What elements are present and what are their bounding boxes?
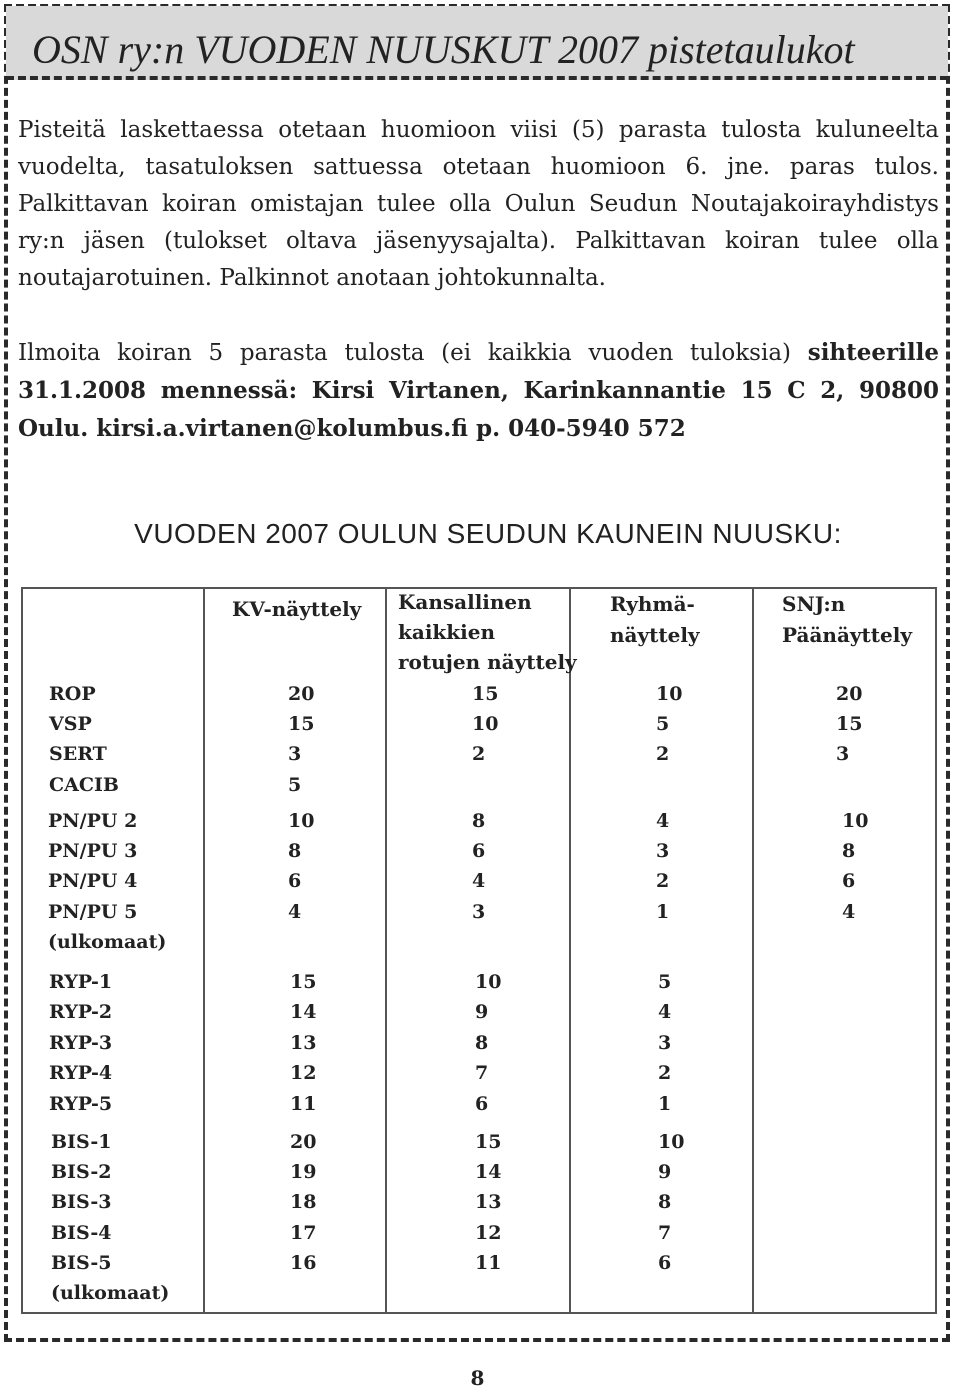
table-cell: 8 — [288, 840, 302, 862]
row-label: (ulkomaat) — [51, 1282, 170, 1304]
intro-paragraph: Pisteitä laskettaessa otetaan huomioon viisi (5) parasta tulosta kuluneelta vuodelta, tasatuloksen sattuessa otetaan huomioon 6. jne. paras tulos. Palkittavan koiran omistajan tulee olla Oulun Seudun Noutajakoirayhdistys ry:n jäsen (tulokset oltava jäsenyysajalta). Palkittavan koiran tulee olla noutajarotuinen. Palkinnot anotaan johtokunnalta. — [18, 117, 939, 291]
table-cell: 8 — [658, 1191, 672, 1213]
table-cell: 8 — [475, 1032, 489, 1054]
table-cell: 15 — [290, 971, 317, 993]
table-cell: 7 — [475, 1062, 489, 1084]
table-cell: 12 — [475, 1222, 502, 1244]
row-label: BIS-2 — [51, 1161, 112, 1183]
table-cell: 4 — [658, 1001, 672, 1023]
table-cell: 10 — [475, 971, 502, 993]
table-cell: 3 — [658, 1032, 672, 1054]
table-cell: 10 — [472, 713, 499, 735]
table-cell: 6 — [658, 1252, 672, 1274]
table-cell: 6 — [472, 840, 486, 862]
table-cell: 18 — [290, 1191, 317, 1213]
page-title: OSN ry:n VUODEN NUUSKUT 2007 pistetaulukot — [32, 27, 855, 72]
row-label: PN/PU 5 — [48, 901, 138, 923]
table-cell: 4 — [842, 901, 856, 923]
column-divider — [752, 587, 754, 1314]
table-cell: 20 — [836, 683, 863, 705]
table-cell: 7 — [658, 1222, 672, 1244]
table-cell: 10 — [658, 1131, 685, 1153]
table-heading: VUODEN 2007 OULUN SEUDUN KAUNEIN NUUSKU: — [134, 518, 842, 549]
table-cell: 2 — [656, 870, 670, 892]
table-cell: 5 — [658, 971, 672, 993]
table-cell: 8 — [472, 810, 486, 832]
column-header-kansallinen-line2: kaikkien — [398, 620, 495, 644]
row-label: VSP — [49, 713, 92, 735]
table-cell: 14 — [475, 1161, 502, 1183]
column-header-ryhma-line2: näyttely — [610, 623, 700, 647]
table-cell: 3 — [472, 901, 486, 923]
row-label: RYP-3 — [49, 1032, 113, 1054]
table-cell: 8 — [842, 840, 856, 862]
table-cell: 3 — [656, 840, 670, 862]
table-cell: 16 — [290, 1252, 317, 1274]
table-cell: 14 — [290, 1001, 317, 1023]
column-header-kansallinen-line1: Kansallinen — [398, 590, 532, 614]
table-cell: 10 — [842, 810, 869, 832]
notice-text: Ilmoita koiran 5 parasta tulosta (ei kaikkia vuoden tuloksia) — [18, 340, 792, 366]
table-cell: 4 — [656, 810, 670, 832]
table-cell: 13 — [475, 1191, 502, 1213]
page-number: 8 — [470, 1366, 485, 1390]
column-header-snj-line2: Päänäyttely — [782, 623, 912, 647]
row-label: RYP-5 — [49, 1093, 113, 1115]
row-label: RYP-2 — [49, 1001, 113, 1023]
table-cell: 10 — [656, 683, 683, 705]
table-cell: 15 — [472, 683, 499, 705]
table-cell: 2 — [658, 1062, 672, 1084]
table-cell: 3 — [836, 743, 850, 765]
row-label: BIS-3 — [51, 1191, 112, 1213]
notice-paragraph — [18, 334, 939, 448]
row-label: RYP-1 — [49, 971, 113, 993]
row-label: PN/PU 4 — [48, 870, 138, 892]
row-label: RYP-4 — [49, 1062, 113, 1084]
row-label: ROP — [49, 683, 96, 705]
notice-contact: sihteerille 31.1.2008 mennessä: Kirsi Virtanen, Karinkannantie 15 C 2, 90800 Oulu. kirsi.a.virtanen@kolumbus.fi p. 040-5940 572 — [18, 339, 940, 442]
title-bar — [6, 6, 948, 80]
table-cell: 15 — [475, 1131, 502, 1153]
row-label: BIS-1 — [51, 1131, 112, 1153]
table-cell: 1 — [656, 901, 670, 923]
table-cell: 10 — [288, 810, 315, 832]
column-header-kv: KV-näyttely — [232, 597, 362, 621]
row-label: BIS-4 — [51, 1222, 112, 1244]
table-cell: 5 — [288, 774, 302, 796]
table-cell: 11 — [290, 1093, 317, 1115]
table-cell: 20 — [288, 683, 315, 705]
table-cell: 12 — [290, 1062, 317, 1084]
table-cell: 6 — [842, 870, 856, 892]
column-header-snj-line1: SNJ:n — [782, 592, 846, 616]
column-divider — [203, 587, 205, 1314]
row-label: BIS-5 — [51, 1252, 112, 1274]
table-cell: 4 — [472, 870, 486, 892]
table-cell: 9 — [475, 1001, 489, 1023]
table-cell: 15 — [836, 713, 863, 735]
table-cell: 17 — [290, 1222, 317, 1244]
column-header-kansallinen-line3: rotujen näyttely — [398, 650, 577, 674]
table-cell: 6 — [475, 1093, 489, 1115]
table-cell: 9 — [658, 1161, 672, 1183]
table-cell: 3 — [288, 743, 302, 765]
table-cell: 13 — [290, 1032, 317, 1054]
column-header-ryhma-line1: Ryhmä- — [610, 592, 695, 616]
column-divider — [569, 587, 571, 1314]
row-label: PN/PU 2 — [48, 810, 138, 832]
row-label: CACIB — [49, 774, 119, 796]
table-cell: 5 — [656, 713, 670, 735]
table-cell: 19 — [290, 1161, 317, 1183]
row-label: PN/PU 3 — [48, 840, 138, 862]
table-cell: 15 — [288, 713, 315, 735]
table-cell: 4 — [288, 901, 302, 923]
table-cell: 6 — [288, 870, 302, 892]
column-divider — [385, 587, 387, 1314]
table-cell: 1 — [658, 1093, 672, 1115]
row-label: SERT — [49, 743, 107, 765]
table-cell: 20 — [290, 1131, 317, 1153]
table-cell: 2 — [472, 743, 486, 765]
table-cell: 2 — [656, 743, 670, 765]
row-label: (ulkomaat) — [48, 931, 167, 953]
table-cell: 11 — [475, 1252, 502, 1274]
